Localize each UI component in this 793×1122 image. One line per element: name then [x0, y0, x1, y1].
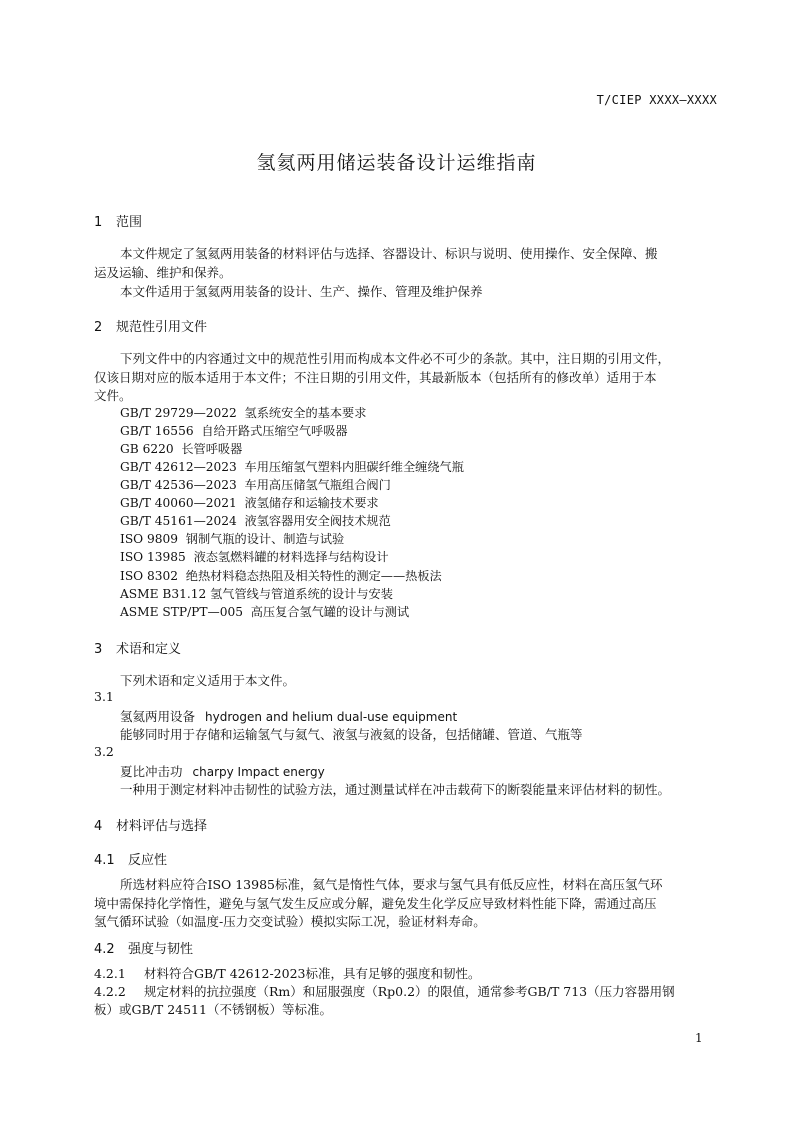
reference-code: GB 6220 [120, 442, 174, 456]
reference-item [120, 585, 393, 602]
page-number: 1 [695, 1031, 703, 1045]
section-title: 材料评估与选择 [116, 819, 208, 834]
term-name-en: hydrogen and helium dual-use equipment [205, 710, 458, 724]
subsection-number: 4.2 [94, 942, 115, 957]
reference-title: 车用高压储氢气瓶组合阀门 [244, 478, 391, 492]
term-name-en: charpy Impact energy [192, 765, 325, 779]
section-3-heading [94, 638, 181, 657]
term-name-zh: 夏比冲击功 [120, 764, 183, 779]
term-definition: 一种用于测定材料冲击韧性的试验方法，通过测量试样在冲击载荷下的断裂能量来评估材料的韧性。 [120, 782, 671, 797]
section-1-paragraph-1-line-2: 运及运输、维护和保养。 [94, 265, 232, 280]
section-number: 4 [94, 819, 103, 834]
clause-number: 4.2.2 [94, 984, 126, 999]
reference-code: GB/T 40060—2021 [120, 496, 237, 510]
reference-item [120, 422, 348, 439]
term-number: 3.2 [94, 744, 114, 759]
section-2-intro-line-3: 文件。 [94, 388, 132, 403]
reference-title: 液态氢燃料罐的材料选择与结构设计 [193, 550, 389, 564]
reference-title: 长管呼吸器 [181, 442, 243, 456]
reference-title: 液氢储存和运输技术要求 [244, 496, 379, 510]
clause-4-2-2 [94, 982, 675, 1000]
reference-item [120, 567, 442, 584]
subsection-4-1-line-2: 境中需保持化学惰性，避免与氢气发生反应或分解，避免发生化学反应导致材料性能下降，需通过高压 [94, 896, 657, 911]
clause-text: 规定材料的抗拉强度（Rm）和屈服强度（Rp0.2）的限值，通常参考GB/T 713（压力容器用钢 [144, 984, 675, 999]
reference-code: GB/T 42536—2023 [120, 478, 237, 492]
subsection-4-1-line-3: 氢气循环试验（如温度-压力交变试验）模拟实际工况，验证材料寿命。 [94, 914, 486, 929]
reference-code: ASME STP/PT—005 [120, 605, 243, 619]
section-2-intro-line-1: 下列文件中的内容通过文中的规范性引用而构成本文件必不可少的条款。其中，注日期的引用文件， [120, 351, 671, 366]
term-name [120, 707, 457, 725]
section-number: 3 [94, 642, 103, 657]
subsection-4-1-line-1: 所选材料应符合ISO 13985标准，氦气是惰性气体，要求与氢气具有低反应性，材料在高压氢气环 [120, 877, 663, 892]
subsection-title: 强度与韧性 [128, 942, 194, 957]
reference-item [120, 548, 389, 565]
reference-item [120, 404, 366, 421]
reference-code: GB/T 42612—2023 [120, 460, 237, 474]
subsection-title: 反应性 [128, 853, 168, 868]
section-2-heading [94, 316, 207, 335]
section-title: 范围 [116, 215, 143, 230]
subsection-4-2-heading [94, 938, 193, 957]
clause-4-2-1 [94, 964, 481, 982]
clause-4-2-2-line-2: 板）或GB/T 24511（不锈钢板）等标准。 [94, 1002, 332, 1017]
reference-code: GB/T 16556 [120, 424, 194, 438]
reference-code: ISO 9809 [120, 532, 179, 546]
reference-code: ISO 8302 [120, 569, 179, 583]
reference-title: 钢制气瓶的设计、制造与试验 [185, 532, 345, 546]
reference-item [120, 603, 409, 620]
reference-item [120, 458, 464, 475]
document-title: 氢氦两用储运装备设计运维指南 [256, 152, 537, 174]
section-1-heading [94, 211, 142, 230]
reference-title: 高压复合氢气罐的设计与测试 [250, 605, 410, 619]
term-name [120, 762, 325, 780]
reference-code: GB/T 45161—2024 [120, 514, 237, 528]
section-1-paragraph-1-line-1: 本文件规定了氢氦两用装备的材料评估与选择、容器设计、标识与说明、使用操作、安全保障、搬 [120, 246, 658, 261]
clause-text: 材料符合GB/T 42612-2023标准，具有足够的强度和韧性。 [144, 966, 481, 981]
section-4-heading [94, 815, 207, 834]
term-number: 3.1 [94, 689, 114, 704]
section-number: 2 [94, 320, 103, 335]
subsection-4-1-heading [94, 849, 167, 868]
reference-title: 车用压缩氢气塑料内胆碳纤维全缠绕气瓶 [244, 460, 464, 474]
reference-title: 氢气管线与管道系统的设计与安装 [210, 587, 393, 601]
clause-number: 4.2.1 [94, 966, 126, 981]
reference-title: 液氢容器用安全阀技术规范 [244, 514, 391, 528]
reference-title: 氢系统安全的基本要求 [244, 406, 367, 420]
subsection-number: 4.1 [94, 853, 115, 868]
reference-item [120, 440, 242, 457]
reference-code: ASME B31.12 [120, 587, 207, 601]
term-definition: 能够同时用于存储和运输氢气与氦气、液氢与液氦的设备，包括储罐、管道、气瓶等 [120, 727, 583, 742]
reference-code: GB/T 29729—2022 [120, 406, 237, 420]
reference-item [120, 512, 391, 529]
reference-item [120, 494, 379, 511]
section-number: 1 [94, 215, 103, 230]
section-3-intro: 下列术语和定义适用于本文件。 [120, 673, 296, 688]
document-number: T/CIEP XXXX—XXXX [596, 93, 717, 107]
reference-title: 自给开路式压缩空气呼吸器 [201, 424, 348, 438]
section-title: 术语和定义 [116, 642, 182, 657]
reference-code: ISO 13985 [120, 550, 186, 564]
reference-item [120, 530, 344, 547]
term-name-zh: 氢氦两用设备 [120, 709, 196, 724]
reference-item [120, 476, 391, 493]
section-title: 规范性引用文件 [116, 320, 208, 335]
section-1-paragraph-2: 本文件适用于氢氦两用装备的设计、生产、操作、管理及维护保养 [120, 284, 483, 299]
section-2-intro-line-2: 仅该日期对应的版本适用于本文件；不注日期的引用文件，其最新版本（包括所有的修改单）适用于本 [94, 370, 657, 385]
reference-title: 绝热材料稳态热阻及相关特性的测定——热板法 [185, 569, 442, 583]
